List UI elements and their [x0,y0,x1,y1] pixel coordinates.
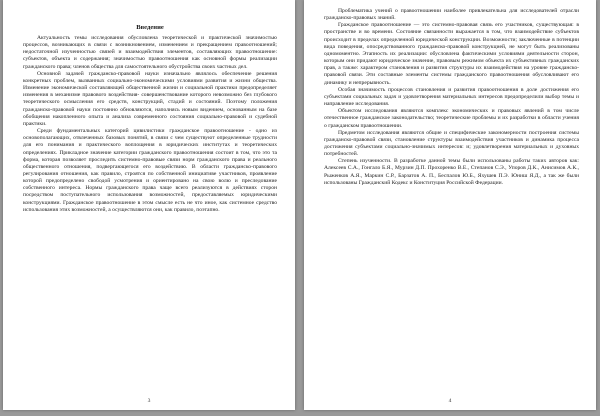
paragraph: Особая значимость процессов становления и развития правоотношения в доле достижения его субъектами социальных задач и удовлетворения материальных интересов предопределили выбор темы и направление исследования. [324,86,579,108]
paragraph: Степень изученности. В разработке данной темы были использованы работы таких авторов как: Алексеев С.А., Гонгало Б.Я., Мурзин Д.П. Прохоренко В.Е., Степанов С.Э., Упоров Д.К., Анисимов А.К., Рыженков А.Я., Маркин С.Р., Барзатов А. П., Беспалов Ю.Б., Яхушев П.Э. Юниш Я.Д., а так же были использованы Гражданский Кодекс и Конституция Российской Федерации. [324,158,579,186]
document-page-left [3,0,295,410]
paragraph: Проблематика учений о правоотношении наиболее привлекательна для исследователей отрасли гражданско-правовых знаний. [324,8,579,22]
paragraph: Гражданское правоотношение — это системно-правовая связь его участников, существующая: в пространстве и во времени. Состояние связанности выражается в том, что взаимодействие субъектов происходит в пределах определенной юридической конструкции. Возможности; заключенные в потенции вида поведения, опосредствованного гражданско-правовой конструкцией, не могут быть реализованы одномоментно. Этапность их реализации: обусловлена фактическими условиями деятельности сторон, которым они придают юридическое значение, правовым режимом объекта их субъективных гражданских прав, а также: характером становления и развития структуры их взаимодействия на уровне гражданско-правовой связи. Эти составные элементы системы гражданского правоотношения обусловливают его динамику и непрерывность. [324,22,579,86]
paragraph: Предметом исследования являются общие и специфические закономерности построения системы гражданско-правовой связи, становление структуры взаимодействия участников и динамика процесса достижения субъектами социально-значимых интересов: и; удовлетворения материальных и духовных потребностей. [324,129,579,158]
paragraph: Основной задачей гражданско-правовой науки изначально являлось обеспечение решения конкретных проблем, вызванных социально-экономическими условиями развития и жизни общества. Изменение экономической составляющей общественной жизни и социальной практики предопределяет изменения в механизме правового воздействия- совершенствование которого невозможно без глубокого теоретического осмысления его средств, конструкций, стадий и состояний. Поэтому положения гражданско-правовой науки постоянно обновляются, наполнясь новым видением, основанным на базе обобщения накопленного опыта и анализа современного состояния социально-правовой и судебной практики. [23,70,277,127]
paragraph: Объектом исследования являются комплекс экономических и правовых явлений в том числе отечественное гражданское законодательство; теоретические проблемы и их разработки в области учения о гражданском правоотношении. [324,108,579,129]
document-page-right [304,0,596,410]
page-number: 3 [147,398,151,404]
page-number: 4 [448,398,452,404]
paragraph: Актуальность темы исследования обусловлена теоретической и практической значимостью процессов, возникающих в связи с возникновением, изменением и прекращением правоотношений; недостаточной изученностью связей и взаимодействия элементов, составляющих правоотношение: субъектов, объекта и содержания; значимостью правоотношения как основной формы реализации гражданского права; членов общества для самостоятельного обустройства своих частных дел. [23,35,277,70]
paragraph: Среди фундаментальных категорий цивилистики гражданское правоотношение - одно из основополагающих, отвлеченных базовых понятий, в связи с чем существуют определенные трудности для его понимания и практического воплощения в юридических институтах и теоретических определениях. Прикладное значение категории гражданского правоотношения состоит в том, что это та форма, которая позволяет проследить системно-правовые связи норм гражданского права и реального общественного отношения, подвергающегося его воздействию. В области гражданско-правового регулирования отношения, как правило, строятся по собственной инициативе участников, проявление которой предопределено свободой усмотрения и ориентировано на свою волю и преследование собственного интереса. Нормы гражданского права чаще всего реализуются в действиях сторон посредством поступательного использования возможностей, предоставляемых юридическими конструкциями. Гражданское правоотношение в этом смысле есть не что иное, как системное средство использования этих возможностей, а осуществляются они, как правило, поэтапно. [23,128,277,213]
section-heading: Введение [136,24,164,31]
